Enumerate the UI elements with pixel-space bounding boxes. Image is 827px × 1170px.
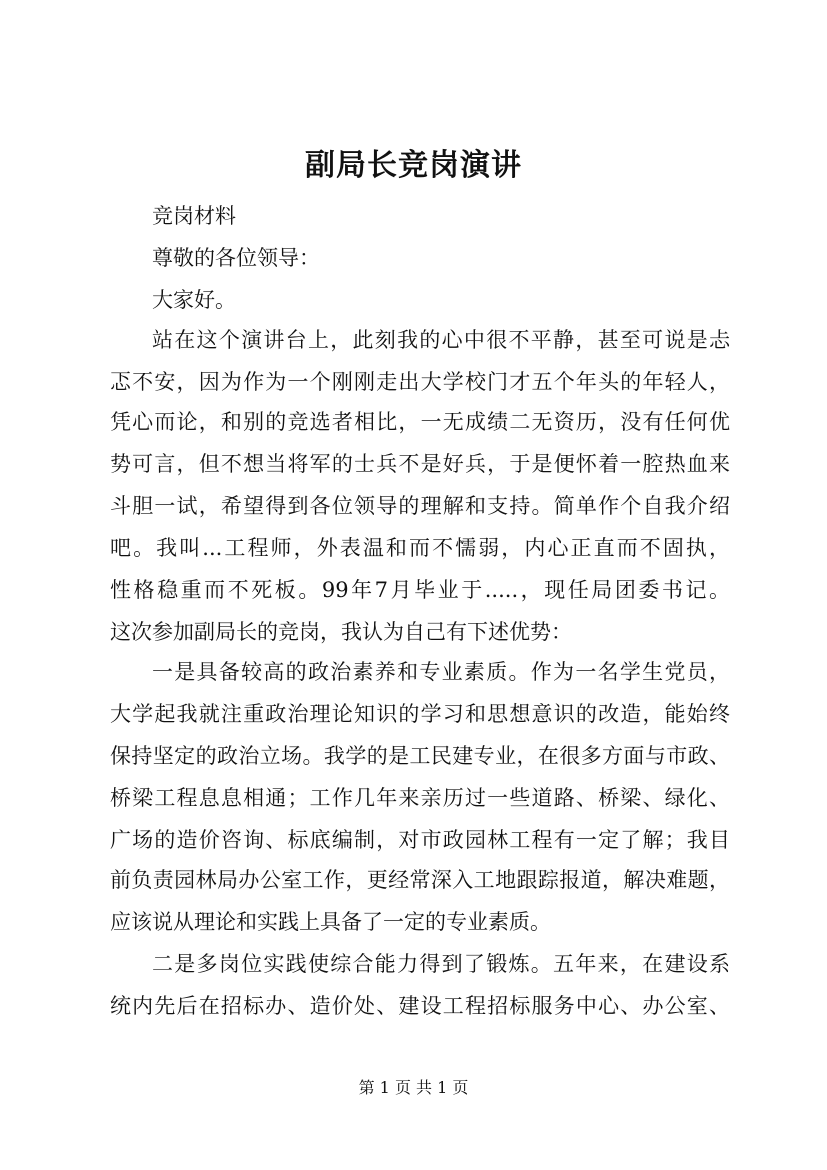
document-line: 大学起我就注重政治理论知识的学习和思想意识的改造，能始终	[110, 702, 730, 726]
document-line: 竞岗材料	[152, 204, 236, 228]
document-line: 应该说从理论和实践上具备了一定的专业素质。	[110, 910, 551, 934]
document-line: 站在这个演讲台上，此刻我的心中很不平静，甚至可说是忐	[152, 328, 730, 352]
document-line: 性格稳重而不死板。99年7月毕业于.....，现任局团委书记。	[110, 578, 730, 602]
document-line: 忑不安，因为作为一个刚刚走出大学校门才五个年头的年轻人，	[110, 370, 730, 394]
document-title: 副局长竞岗演讲	[305, 148, 522, 183]
document-line: 保持坚定的政治立场。我学的是工民建专业，在很多方面与市政、	[110, 744, 730, 768]
page-number-label: 第 1 页 共 1 页	[358, 1078, 469, 1097]
page-footer	[0, 1078, 827, 1098]
document-line: 桥梁工程息息相通；工作几年来亲历过一些道路、桥梁、绿化、	[110, 786, 730, 810]
document-line: 凭心而论，和别的竞选者相比，一无成绩二无资历，没有任何优	[110, 410, 730, 434]
document-line: 吧。我叫...工程师，外表温和而不懦弱，内心正直而不固执，	[110, 536, 730, 560]
document-line: 前负责园林局办公室工作，更经常深入工地跟踪报道，解决难题，	[110, 868, 730, 892]
document-line: 一是具备较高的政治素养和专业素质。作为一名学生党员，	[152, 660, 730, 684]
document-line: 统内先后在招标办、造价处、建设工程招标服务中心、办公室、	[110, 994, 730, 1018]
document-line: 广场的造价咨询、标底编制，对市政园林工程有一定了解；我目	[110, 828, 730, 852]
document-line: 大家好。	[152, 288, 236, 312]
document-line: 斗胆一试，希望得到各位领导的理解和支持。简单作个自我介绍	[110, 494, 730, 518]
document-line: 这次参加副局长的竞岗，我认为自己有下述优势：	[110, 620, 572, 644]
document-line: 势可言，但不想当将军的士兵不是好兵，于是便怀着一腔热血来	[110, 452, 730, 476]
document-line: 二是多岗位实践使综合能力得到了锻炼。五年来，在建设系	[152, 952, 730, 976]
document-line: 尊敬的各位领导：	[152, 246, 320, 270]
